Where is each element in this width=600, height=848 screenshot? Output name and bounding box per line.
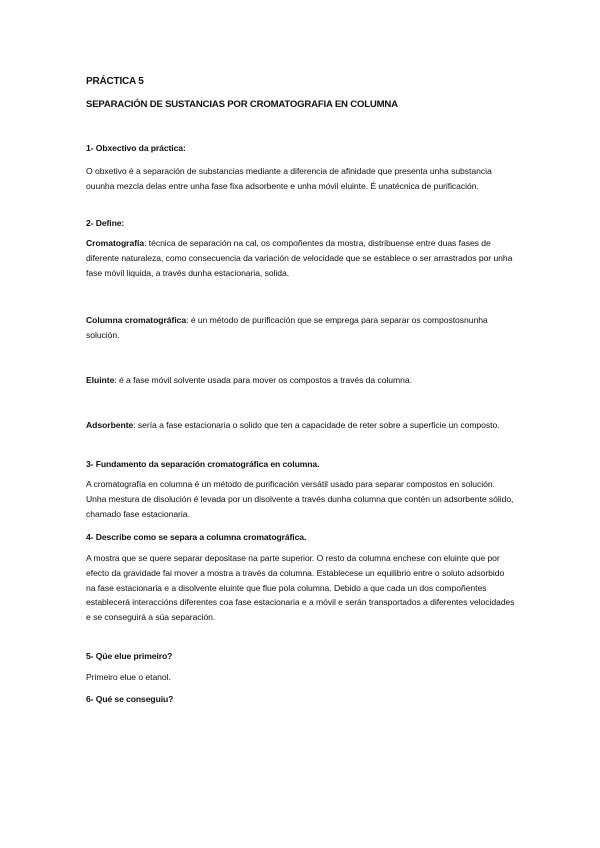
describe-heading: 4- Describe como se separa a columna cromatográfica. [86,532,307,542]
page-subtitle: SEPARACIÓN DE SUSTANCIAS POR CROMATOGRAFIA EN COLUMNA [86,99,398,110]
objective-text: O obxetivo é a separación de substancias mediante a diferencia de afinidade que presenta unha substancia ouunha mezcla delas entre unha fase fixa adsorbente e unha móvil eluinte. É unatécnica de purificación. [86,166,492,191]
q5-text: Primeiro elue o etanol. [86,672,171,682]
definition-text: : técnica de separación na cal, os compoñentes da mostra, distribuense entre duas fases de diferente naturaleza, como consecuencia da variación de velocidade que se establece o ser arrastrados por unha fase móvil liquida, a través dunha estacionaria, solida. [86,238,513,278]
definition-term: Cromatografía [86,238,145,248]
describe-text: A mostra que se quere separar depositase na parte superior. O resto da columna enchese con eluinte que por efecto da gravidade fai mover a mostra a través da columna. Establecese un equilibrio entre o soluto adsorbido na fase estacionaria e a disolvente eluinte que flue pola columna. Debido a que cada un dos compoñentes establecerá interaccións diferentes coa fase estacionaria e a móvil e serán transportados a diferentes velocidades e se conseguirá a súa separación. [86,553,515,623]
definition-term: Eluinte [86,375,115,385]
q6-heading: 6- Qué se conseguiu? [86,694,174,704]
definition-text: : é un método de purificación que se emprega para separar os compostosnunha solución. [86,315,488,340]
definition-columna [86,313,516,343]
objective-heading: 1- Obxectivo da práctica: [86,143,186,153]
definition-adsorbente [86,418,516,433]
definition-term: Adsorbente [86,420,134,430]
definition-cromatografia [86,236,516,280]
q5-heading: 5- Qúe elue primeiro? [86,651,173,661]
page-title: PRÁCTICA 5 [86,76,144,87]
definition-term: Columna cromatográfica [86,315,187,325]
fundamento-heading: 3- Fundamento da separación cromatográfica en columna. [86,459,320,469]
fundamento-text: A cromatografía en columna é un método de purificación versátil usado para separar compostos en solución. Unha mestura de disolución é levada por un disolvente a través dunha columna que contén un adsorbente sólido, chamado fase estacionaria. [86,479,514,519]
definition-text: : é a fase móvil solvente usada para mover os compostos a través da columna. [114,375,412,385]
definition-eluinte [86,373,516,388]
definition-text: : sería a fase estacionaria o solido que ten a capacidade de reter sobre a superficie un composto. [133,420,500,430]
define-heading: 2- Define: [86,218,125,228]
